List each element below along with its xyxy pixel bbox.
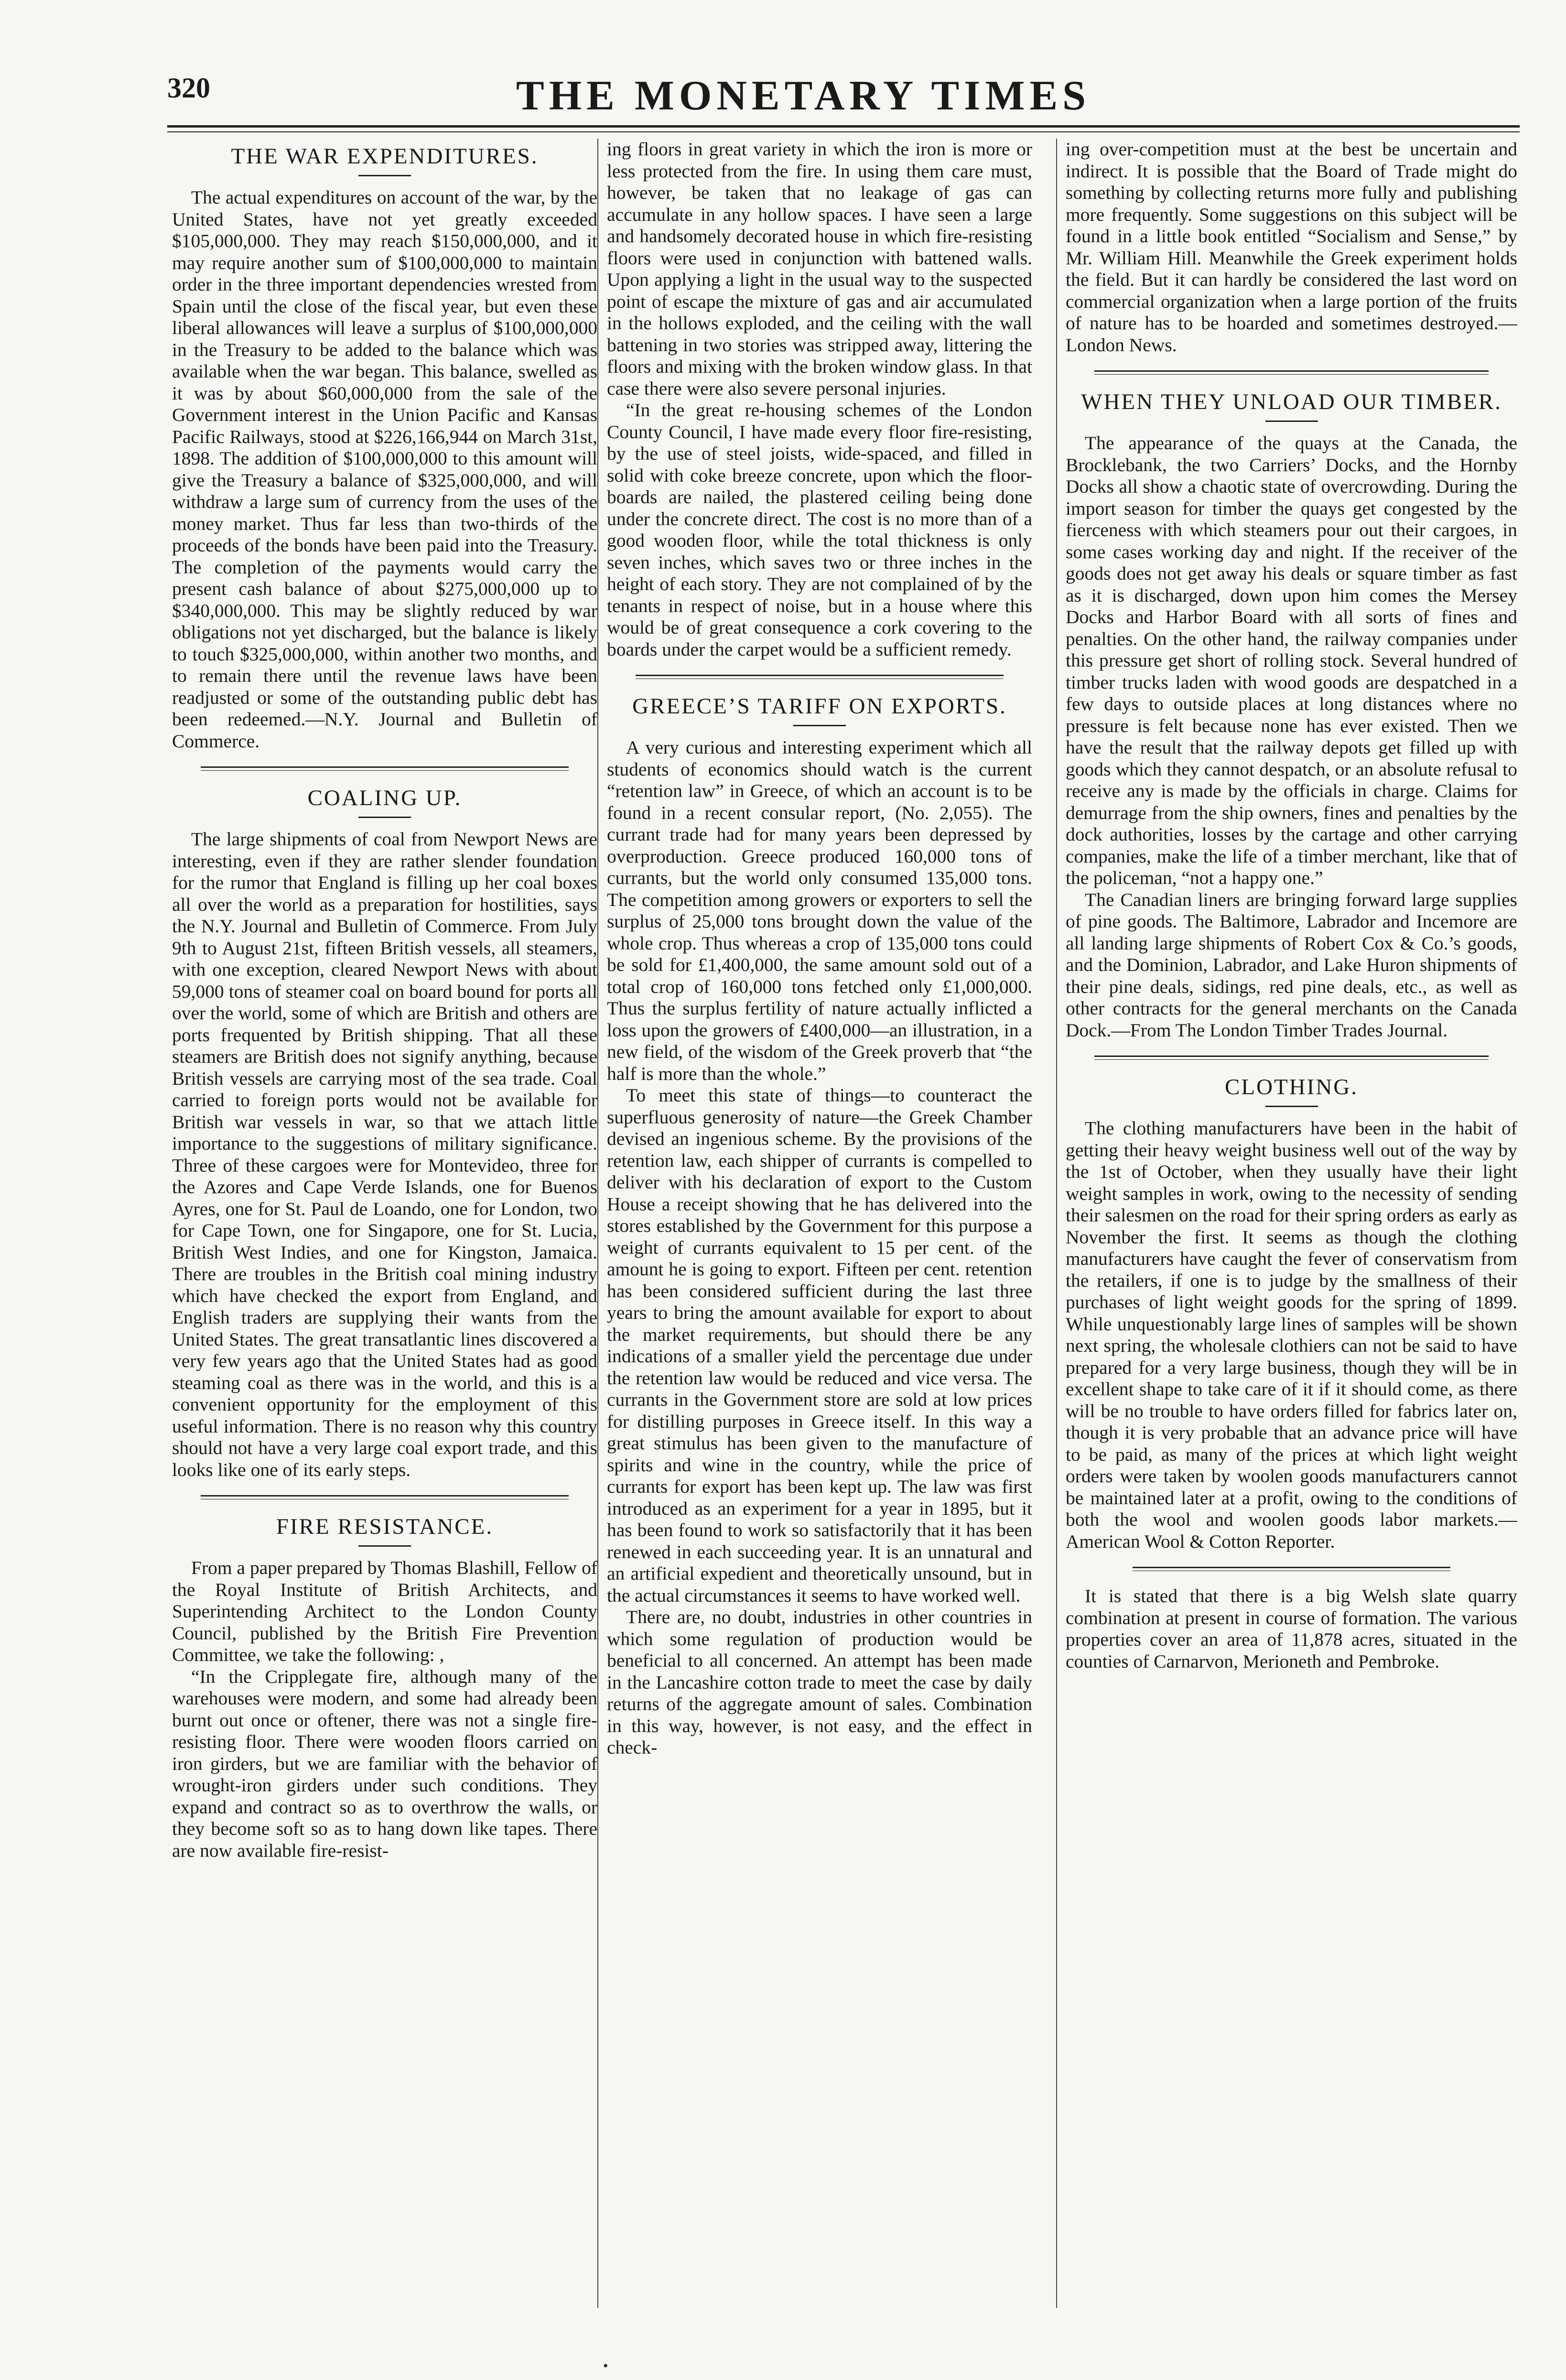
article-coaling-up	[172, 785, 597, 1481]
article-fire-resistance-continued	[607, 139, 1032, 660]
article-title: FIRE RESISTANCE.	[276, 1514, 494, 1539]
title-dash	[358, 1545, 411, 1547]
article-body: To meet this state of things—to counteract the superfluous generosity of nature—the Greek Chamber devised an ingenious scheme. By the provisions of the retention law, each shipper of currants is compelled to deliver with his declaration of export to the Custom House a receipt showing that he has delivered into the stores established by the Government for this purpose a weight of currants equivalent to 15 per cent. of the amount he is going to export. Fifteen per cent. retention has been considered sufficient during the last three years to bring the amount available for export to about the market requirements, but should there be any indications of a smaller yield the percentage due under the retention law would be reduced and vice versa. The currants in the Government store are sold at low prices for distilling purposes in Greece itself. In this way a great stimulus has been given to the manufacture of spirits and wine in the country, while the price of currants for export has been kept up. The law was first introduced as an experiment for a year in 1895, but it has been found to work so satisfactorily that it has been renewed in each succeeding year. It is an unnatural and an artificial expedient and theoretically unsound, but in the actual circumstances it seems to have worked well.	[607, 1085, 1032, 1606]
article-welsh-slate	[1066, 1585, 1517, 1672]
article-body: ing floors in great variety in which the iron is more or less protected from the fire. In using them care must, however, be taken that no leakage of gas can accumulate in any hollow spaces. I have seen a large and handsomely decorated house in which fire-resisting floors were used in conjunction with battened walls. Upon applying a light in the usual way to the suspected point of escape the mixture of gas and air accumulated in the hollows exploded, and the ceiling with the wall battening in two stories was stripped away, littering the floors and mixing with the broken window glass. In that case there were also severe personal injuries.	[607, 139, 1032, 399]
title-dash	[793, 725, 846, 726]
article-body: “In the Cripplegate fire, although many of the warehouses were modern, and some had already been burnt out once or oftener, there was not a single fire-resisting floor. There were wooden floors carried on iron girders, but we are familiar with the behavior of wrought-iron girders under such conditions. They expand and contract so as to overthrow the walls, or they become soft so as to hang down like tapes. There are now available fire-resist-	[172, 1666, 597, 1861]
article-war-expenditures	[172, 143, 597, 752]
article-title: COALING UP.	[307, 786, 462, 810]
page-number: 320	[167, 72, 210, 104]
article-greece-tariff	[607, 693, 1032, 1759]
article-body: There are, no doubt, industries in other countries in which some regulation of production would be beneficial to all concerned. An attempt has been made in the Lancashire cotton trade to meet the case by daily returns of the aggregate amount of sales. Combination in this way, however, is not easy, and the effect in check-	[607, 1606, 1032, 1758]
article-title: WHEN THEY UNLOAD OUR TIMBER.	[1081, 389, 1502, 414]
article-body: From a paper prepared by Thomas Blashill, Fellow of the Royal Institute of British Architects, and Superintending Architect to the London County Council, published by the British Fire Prevention Committee, we take the following: ,	[172, 1557, 597, 1665]
footer-mark: •	[603, 2358, 608, 2374]
article-unload-timber	[1066, 389, 1517, 1041]
section-separator	[201, 1495, 569, 1499]
section-separator	[1133, 1567, 1450, 1571]
column-3	[1066, 139, 1517, 2308]
title-dash	[358, 175, 411, 176]
article-body: The clothing manufacturers have been in the habit of getting their heavy weight business well out of the way by the 1st of October, when they usually have their light weight samples in work, owing to the necessity of sending their salesmen on the road for their spring orders as early as November the first. It seems as though the clothing manufacturers have caught the fever of conservatism from the retailers, if one is to judge by the smallness of their purchases of light weight goods for the spring of 1899. While unquestionably large lines of samples will be shown next spring, the wholesale clothiers can not be said to have prepared for a very large business, though they will be in excellent shape to take care of it if it should come, as there will be no trouble to have orders filled for fabrics later on, though it is very probable that an advance price will have to be paid, as many of the prices at which light weight orders were taken by woolen goods manufacturers cannot be maintained later at a profit, owing to the conditions of both the wool and woolen goods labor markets.—American Wool & Cotton Reporter.	[1066, 1118, 1517, 1552]
column-2	[607, 139, 1032, 2308]
title-dash	[1265, 420, 1318, 422]
article-greece-tariff-continued	[1066, 139, 1517, 356]
header-rule	[167, 125, 1520, 132]
article-body: ing over-competition must at the best be uncertain and indirect. It is possible that the Board of Trade might do something by collecting returns more fully and publishing more frequently. Some suggestions on this subject will be found in a little book entitled “Socialism and Sense,” by Mr. William Hill. Meanwhile the Greek experiment holds the field. But it can hardly be considered the last word on commercial organization when a large portion of the fruits of nature has to be hoarded and sometimes destroyed.—London News.	[1066, 139, 1517, 355]
column-1	[172, 139, 597, 2308]
article-clothing	[1066, 1074, 1517, 1552]
section-separator	[201, 766, 569, 771]
article-body: “In the great re-housing schemes of the London County Council, I have made every floor fire-resisting, by the use of steel joists, wide-spaced, and filled in solid with coke breeze concrete, upon which the floor-boards are nailed, the plastered ceiling being done under the concrete direct. The cost is no more than of a good wooden floor, while the total thickness is only seven inches, which saves two or three inches in the height of each story. They are not complained of by the tenants in respect of noise, but in a house where this would be of great consequence a cork covering to the boards under the carpet would be a sufficient remedy.	[607, 399, 1032, 660]
section-separator	[1094, 1055, 1489, 1060]
section-separator	[1094, 370, 1489, 375]
article-title: CLOTHING.	[1225, 1075, 1358, 1099]
section-separator	[636, 675, 1004, 679]
article-body: The actual expenditures on account of the war, by the United States, have not yet greatly exceeded $105,000,000. They may reach $150,000,000, and it may require another sum of $100,000,000 to maintain order in the three important dependencies wrested from Spain until the close of the fiscal year, but even these liberal allowances will leave a surplus of $100,000,000 in the Treasury to be added to the balance which was available when the war began. This balance, swelled as it was by about $60,000,000 from the sale of the Government interest in the Union Pacific and Kansas Pacific Railways, stood at $226,166,944 on March 31st, 1898. The addition of $100,000,000 to this amount will give the Treasury a balance of $325,000,000, and will withdraw a large sum of currency from the uses of the money market. Thus far less than two-thirds of the proceeds of the bonds have been paid into the Treasury. The completion of the payments would carry the present cash balance of about $275,000,000 up to $340,000,000. This may be slightly reduced by war obligations not yet discharged, but the balance is likely to touch $325,000,000, within another two months, and to remain there until the revenue laws have been readjusted or some of the outstanding public debt has been redeemed.—N.Y. Journal and Bulletin of Commerce.	[172, 187, 597, 752]
title-dash	[1265, 1106, 1318, 1107]
column-rule-2	[1056, 139, 1057, 2308]
article-fire-resistance	[172, 1514, 597, 1862]
article-body: The large shipments of coal from Newport News are interesting, even if they are rather slender foundation for the rumor that England is filling up her coal boxes all over the world as a preparation for hostilities, says the N.Y. Journal and Bulletin of Commerce. From July 9th to August 21st, fifteen British vessels, all steamers, with one exception, cleared Newport News with about 59,000 tons of steamer coal on board bound for ports all over the world, some of which are British and others are ports frequented by British shipping. That all these steamers are British does not signify anything, because British vessels are carrying most of the sea trade. Coal carried to foreign ports would not be available for British war vessels in war, so that we attach little importance to the suggestions of military significance. Three of these cargoes were for Montevideo, three for the Azores and Cape Verde Islands, one for Buenos Ayres, one for St. Paul de Loando, one for London, two for Cape Town, one for Singapore, one for St. Lucia, British West Indies, and one for Kingston, Jamaica. There are troubles in the British coal mining industry which have checked the export from England, and English traders are supplying their wants from the United States. The great transatlantic lines discovered a very few years ago that the United States had as good steaming coal as there was in the world, and this is a convenient opportunity for the employment of this useful information. There is no reason why this country should not have a very large coal export trade, and this looks like one of its early steps.	[172, 829, 597, 1480]
title-dash	[358, 817, 411, 818]
article-title: GREECE’S TARIFF ON EXPORTS.	[632, 694, 1007, 719]
column-rule-1	[597, 139, 598, 2308]
article-body: The appearance of the quays at the Canada, the Brocklebank, the two Carriers’ Docks, and the Hornby Docks all show a chaotic state of overcrowding. During the import season for timber the quays get congested by the fierceness with which steamers pour out their cargoes, in some cases working day and night. If the receiver of the goods does not get away his deals or square timber as fast as it is discharged, down upon him comes the Mersey Docks and Harbor Board with all sorts of fines and penalties. On the other hand, the railway companies under this pressure get short of rolling stock. Several hundred of timber trucks laden with wood goods are despatched in a few days to outside places at long distances where no pressure is felt because none has ever existed. Then we have the result that the railway depots get filled up with goods which they cannot despatch, or an absolute refusal to receive any is made by the officials in charge. Claims for demurrage from the ship owners, fines and penalties by the dock authorities, losses by the cartage and other carrying companies, make the life of a timber merchant, like that of the policeman, “not a happy one.”	[1066, 432, 1517, 888]
article-body: A very curious and interesting experiment which all students of economics should watch is the current “retention law” in Greece, of which an account is to be found in a recent consular report, (No. 2,055). The currant trade had for many years been depressed by overproduction. Greece produced 160,000 tons of currants, but the world only consumed 135,000 tons. The competition among growers or exporters to sell the surplus of 25,000 tons brought down the value of the whole crop. Thus whereas a crop of 135,000 tons could be sold for £1,400,000, the same amount sold out of a total crop of 160,000 tons fetched only £1,000,000. Thus the surplus fertility of nature actually inflicted a loss upon the growers of £400,000—an illustration, in a new field, of the wisdom of the Greek proverb that “the half is more than the whole.”	[607, 737, 1032, 1084]
article-title: THE WAR EXPENDITURES.	[231, 144, 539, 169]
article-body: It is stated that there is a big Welsh slate quarry combination at present in course of formation. The various properties cover an area of 11,878 acres, situated in the counties of Carnarvon, Merioneth and Pembroke.	[1066, 1585, 1517, 1672]
masthead-title: THE MONETARY TIMES	[516, 73, 1091, 119]
article-body: The Canadian liners are bringing forward large supplies of pine goods. The Baltimore, Labrador and Incemore are all landing large shipments of Robert Cox & Co.’s goods, and the Dominion, Labrador, and Lake Huron shipments of their pine deals, sidings, red pine deals, etc., as well as other contracts for the general merchants on the Canada Dock.—From The London Timber Trades Journal.	[1066, 889, 1517, 1041]
